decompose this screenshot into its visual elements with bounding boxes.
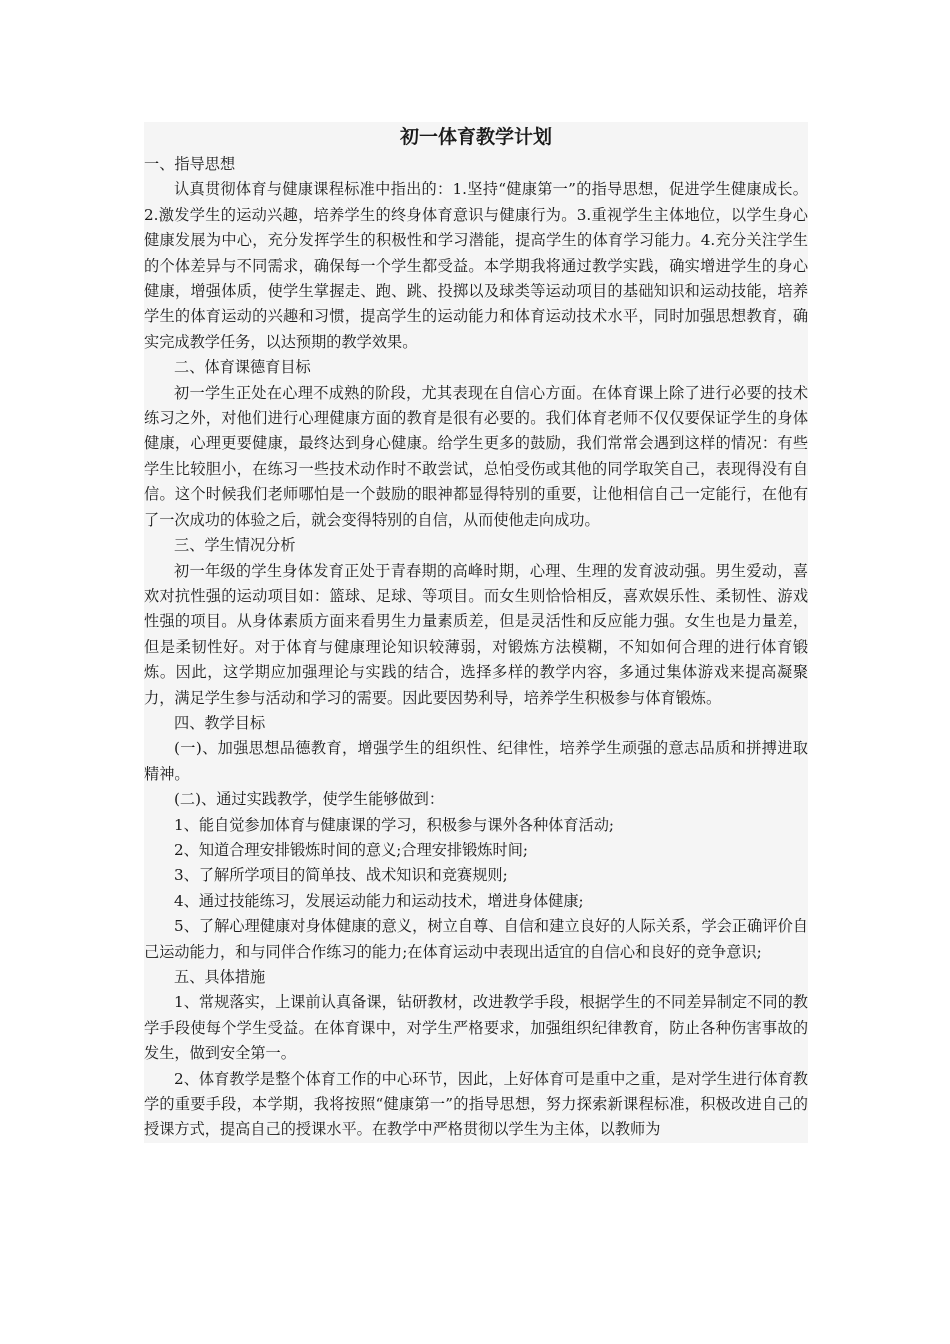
paragraph: (一)、加强思想品德教育，增强学生的组织性、纪律性，培养学生顽强的意志品质和拼搏进取精神。 xyxy=(144,739,808,783)
paragraph: 3、了解所学项目的简单技、战术知识和竞赛规则; xyxy=(174,866,508,885)
paragraph: 五、具体措施 xyxy=(174,968,266,986)
paragraph: 二、体育课德育目标 xyxy=(174,358,311,377)
paragraph: 三、学生情况分析 xyxy=(174,536,296,555)
paragraph: 2、体育教学是整个体育工作的中心环节，因此，上好体育可是重中之重，是对学生进行体育教学的重要手段，本学期，我将按照“健康第一”的指导思想，努力探索新课程标准，积极改进自己的授课方式，提高自己的授课水平。在教学中严格贯彻以学生为主体，以教师为 xyxy=(144,1069,808,1139)
paragraph: 4、通过技能练习，发展运动能力和运动技术，增进身体健康; xyxy=(174,891,584,910)
paragraph: 初一学生正处在心理不成熟的阶段，尤其表现在自信心方面。在体育课上除了进行必要的技术练习之外，对他们进行心理健康方面的教育是很有必要的。我们体育老师不仅仅要保证学生的身体健康，心理更要健康，最终达到身心健康。给学生更多的鼓励，我们常常会遇到这样的情况：有些学生比较胆小，在练习一些技术动作时不敢尝试，总怕受伤或其他的同学取笑自己，表现得没有自信。这个时候我们老师哪怕是一个鼓励的眼神都显得特别的重要，让他相信自己一定能行，在他有了一次成功的体验之后，就会变得特别的自信，从而使他走向成功。 xyxy=(144,383,808,529)
document-title: 初一体育教学计划 xyxy=(399,126,552,148)
paragraph: 一、指导思想 xyxy=(144,155,236,173)
paragraph: 四、教学目标 xyxy=(174,713,266,732)
document-body xyxy=(144,122,808,1143)
paragraph: 认真贯彻体育与健康课程标准中指出的：1.坚持“健康第一”的指导思想，促进学生健康成长。2.激发学生的运动兴趣，培养学生的终身体育意识与健康行为。3.重视学生主体地位，以学生身心健康发展为中心，充分发挥学生的积极性和学习潜能，提高学生的体育学习能力。4.充分关注学生的个体差异与不同需求，确保每一个学生都受益。本学期我将通过教学实践，确实增进学生的身心健康，增强体质，使学生掌握走、跑、跳、投掷以及球类等运动项目的基础知识和运动技能，培养学生的体育运动的兴趣和习惯，提高学生的运动能力和体育运动技术水平，同时加强思想教育，确实完成教学任务，以达预期的教学效果。 xyxy=(144,180,808,351)
paragraph: (二)、通过实践教学，使学生能够做到： xyxy=(174,790,445,809)
paragraph: 1、常规落实，上课前认真备课，钻研教材，改进教学手段，根据学生的不同差异制定不同的教学手段使每个学生受益。在体育课中，对学生严格要求，加强组织纪律教育，防止各种伤害事故的发生，做到安全第一。 xyxy=(144,993,808,1063)
paragraph: 5、了解心理健康对身体健康的意义，树立自尊、自信和建立良好的人际关系，学会正确评价自己运动能力，和与同伴合作练习的能力;在体育运动中表现出适宜的自信心和良好的竞争意识; xyxy=(144,917,808,961)
paragraph: 初一年级的学生身体发育正处于青春期的高峰时期，心理、生理的发育波动强。男生爱动，喜欢对抗性强的运动项目如：篮球、足球、等项目。而女生则恰恰相反，喜欢娱乐性、柔韧性、游戏性强的项目。从身体素质方面来看男生力量素质差，但是灵活性和反应能力强。女生也是力量差，但是柔韧性好。对于体育与健康理论知识较薄弱，对锻炼方法模糊，不知如何合理的进行体育锻炼。因此，这学期应加强理论与实践的结合，选择多样的教学内容，多通过集体游戏来提高凝聚力，满足学生参与活动和学习的需要。因此要因势利导，培养学生积极参与体育锻炼。 xyxy=(144,561,808,707)
paragraph: 1、能自觉参加体育与健康课的学习，积极参与课外各种体育活动; xyxy=(174,815,615,834)
paragraph: 2、知道合理安排锻炼时间的意义;合理安排锻炼时间; xyxy=(174,840,529,859)
paragraph-list xyxy=(144,152,808,1143)
